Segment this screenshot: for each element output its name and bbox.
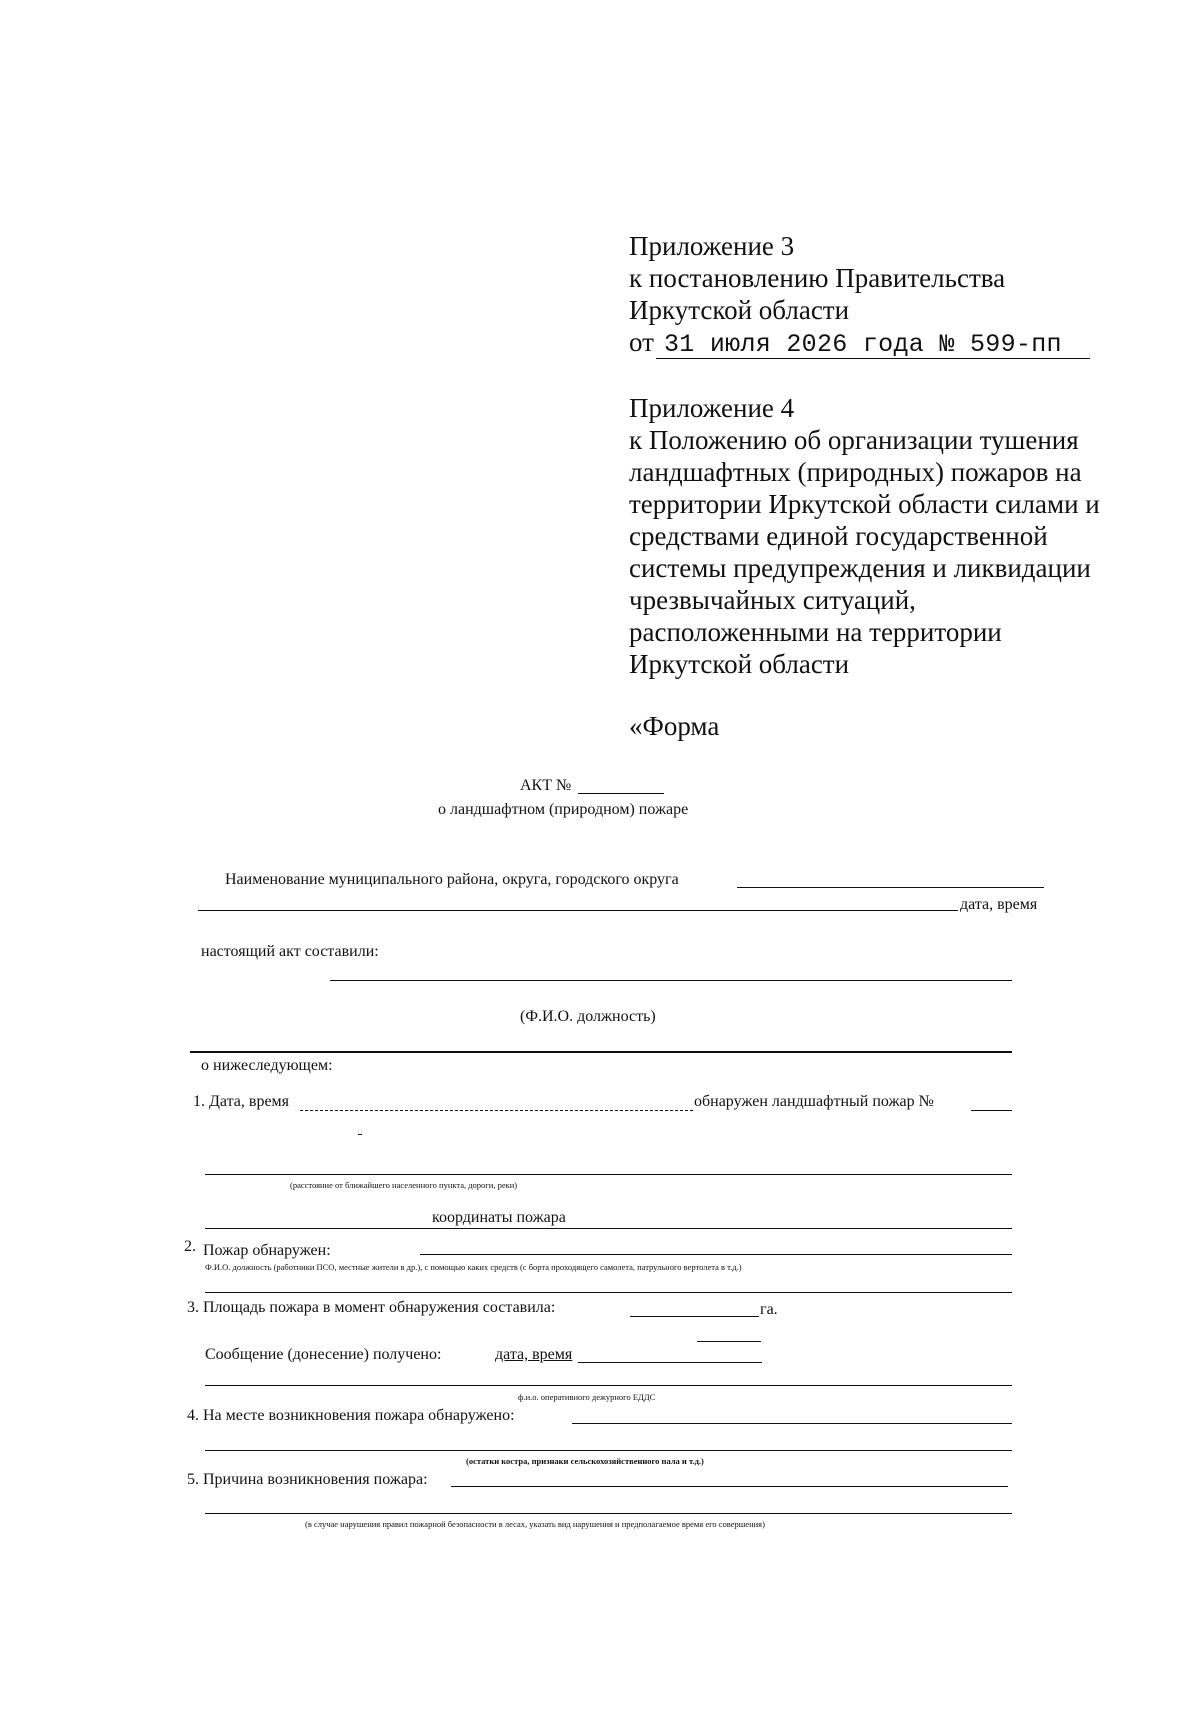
item2-line-2 bbox=[205, 1292, 1012, 1293]
edds-line bbox=[205, 1385, 1012, 1386]
distance-line bbox=[205, 1174, 1012, 1175]
appendix4-block bbox=[629, 392, 1100, 680]
appendix4-line-5: системы предупреждения и ликвидации bbox=[629, 553, 1091, 583]
resolution-date-value: 31 июля 2026 года № 599-пп bbox=[663, 330, 1062, 359]
appendix4-line-3: территории Иркутской области силами и bbox=[629, 489, 1100, 519]
appendix4-line-8: Иркутской области bbox=[629, 649, 850, 679]
message-line bbox=[578, 1362, 762, 1363]
appendix4-title: Приложение 4 bbox=[629, 393, 795, 423]
item5-label: 5. Причина возникновения пожара: bbox=[187, 1471, 428, 1488]
item4-line-2 bbox=[205, 1450, 1012, 1451]
item1-fire-number-line bbox=[971, 1110, 1012, 1111]
item5-hint: (в случае нарушения правил пожарной безопасности в лесах, указать вид нарушения и предполагаемое время его совершения) bbox=[305, 1519, 765, 1529]
item2-label: Пожар обнаружен: bbox=[203, 1242, 331, 1259]
act-title: АКТ № bbox=[520, 777, 572, 794]
following-label: о нижеследующем: bbox=[201, 1057, 333, 1074]
appendix3-line-2: Иркутской области bbox=[629, 295, 850, 325]
fio-separator-line bbox=[190, 1051, 1012, 1053]
item2-hint: Ф.И.О. должность (работники ПСО, местные жители в др.), с помощью каких средств (с борта проходящего самолета, патрульного вертолета в т.д.) bbox=[205, 1262, 742, 1272]
item3-area-line bbox=[630, 1316, 759, 1317]
appendix4-line-2: ландшафтных (природных) пожаров на bbox=[629, 457, 1082, 487]
act-subtitle: о ландшафтном (природном) пожаре bbox=[438, 801, 689, 818]
item4-label: 4. На месте возникновения пожара обнаружено: bbox=[187, 1407, 515, 1424]
appendix3-line-1: к постановлению Правительства bbox=[629, 263, 1006, 293]
item4-line bbox=[572, 1423, 1012, 1424]
date-prefix: от bbox=[629, 327, 654, 357]
municipality-line bbox=[737, 887, 1044, 888]
date-underline bbox=[656, 358, 1090, 359]
appendix3-block bbox=[629, 230, 1005, 326]
appendix4-line-6: чрезвычайных ситуаций, bbox=[629, 585, 916, 615]
appendix4-line-7: расположенными на территории bbox=[629, 617, 1002, 647]
item2-number: 2. bbox=[184, 1238, 196, 1255]
act-number-line bbox=[578, 793, 664, 794]
item1-detected-label: обнаружен ландшафтный пожар № bbox=[694, 1093, 934, 1110]
item4-hint: (остатки костра, признаки сельскохозяйственного пала и т.д.) bbox=[466, 1456, 704, 1466]
compiled-label: настоящий акт составили: bbox=[201, 943, 379, 960]
form-label: «Форма bbox=[629, 711, 720, 741]
edds-hint: ф.и.о. оперативного дежурного ЕДДС bbox=[518, 1392, 656, 1402]
municipality-line-2 bbox=[198, 910, 958, 911]
stray-mark bbox=[358, 1134, 362, 1135]
resolution-date-row bbox=[629, 326, 1062, 359]
municipality-label: Наименование муниципального района, округа, городского округа bbox=[225, 871, 679, 888]
fio-position-hint: (Ф.И.О. должность) bbox=[520, 1008, 656, 1025]
coordinates-label: координаты пожара bbox=[432, 1209, 566, 1226]
appendix4-line-1: к Положению об организации тушения bbox=[629, 425, 1079, 455]
message-value: дата, время bbox=[495, 1346, 573, 1363]
coordinates-line bbox=[205, 1228, 1012, 1229]
appendix4-line-4: средствами единой государственной bbox=[629, 521, 1048, 551]
message-label: Сообщение (донесение) получено: bbox=[205, 1346, 442, 1363]
compiled-line bbox=[330, 980, 1012, 981]
item5-line-2 bbox=[205, 1513, 1012, 1514]
item1-date-line bbox=[300, 1110, 693, 1111]
item5-line bbox=[451, 1486, 1008, 1487]
distance-hint: (расстояние от ближайшего населенного пункта, дороги, реки) bbox=[290, 1180, 518, 1190]
item1-label: 1. Дата, время bbox=[193, 1093, 290, 1110]
item3-label: 3. Площадь пожара в момент обнаружения составила: bbox=[187, 1299, 556, 1316]
message-short-line bbox=[697, 1341, 761, 1342]
item3-unit: га. bbox=[760, 1301, 778, 1318]
appendix3-title: Приложение 3 bbox=[629, 231, 795, 261]
item2-line bbox=[420, 1254, 1012, 1255]
date-time-label: дата, время bbox=[960, 896, 1038, 913]
